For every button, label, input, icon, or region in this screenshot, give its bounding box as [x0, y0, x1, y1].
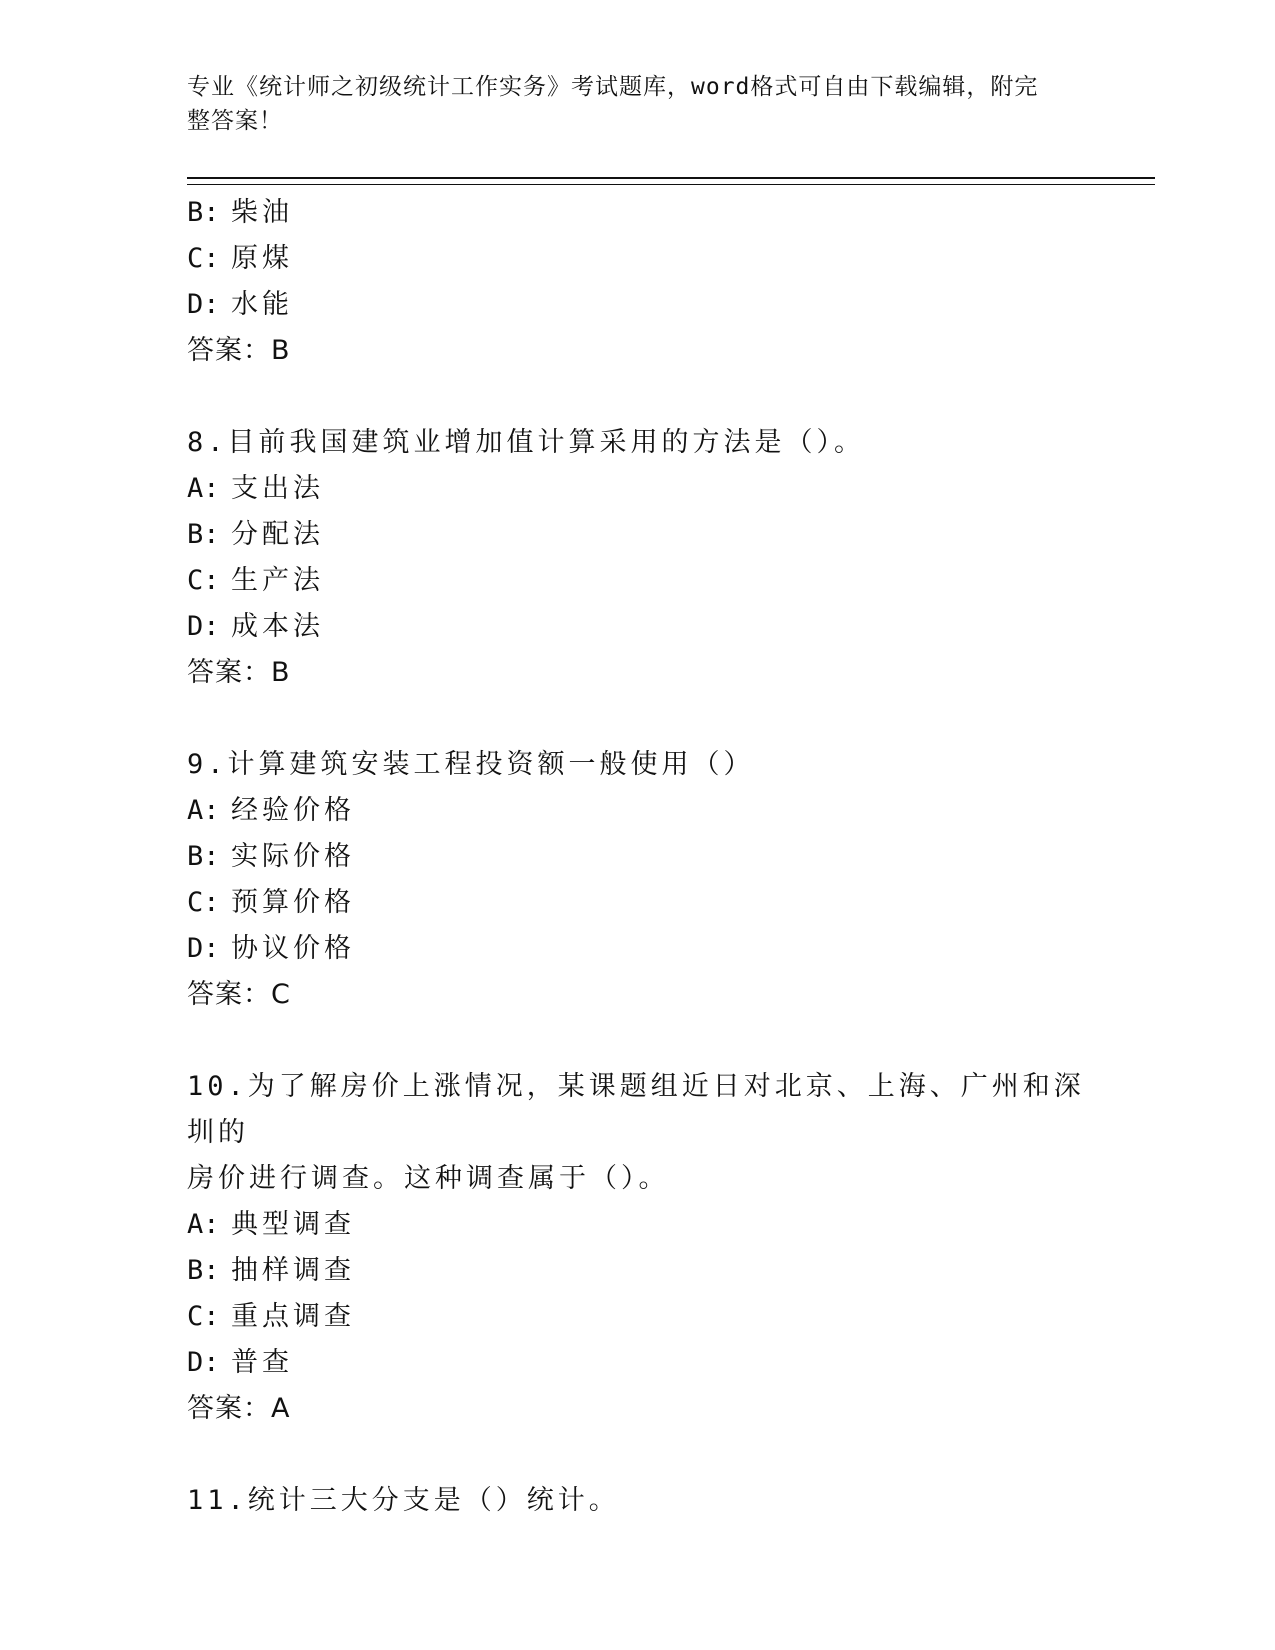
- option-b: [187, 1248, 1147, 1294]
- option-d: [187, 1340, 1147, 1386]
- option-label: C:: [187, 887, 220, 918]
- answer-line: 答案：C: [187, 979, 291, 1010]
- option-label: A:: [187, 1209, 220, 1240]
- question-7: [187, 190, 1147, 374]
- header-divider: [187, 177, 1155, 185]
- option-a: [187, 466, 1147, 512]
- option-text: 生产法: [231, 565, 324, 596]
- option-text: 经验价格: [231, 795, 355, 826]
- option-label: A:: [187, 473, 220, 504]
- question-stem: 8.目前我国建筑业增加值计算采用的方法是（）。: [187, 427, 866, 458]
- question-9: [187, 742, 1147, 1018]
- answer-line: 答案：B: [187, 335, 291, 366]
- option-label: D:: [187, 1347, 220, 1378]
- option-label: D:: [187, 289, 220, 320]
- answer-line: 答案：B: [187, 657, 291, 688]
- spacer: [187, 1432, 1147, 1478]
- spacer: [187, 696, 1147, 742]
- option-text: 预算价格: [231, 887, 355, 918]
- option-text: 水能: [231, 289, 293, 320]
- option-c: [187, 880, 1147, 926]
- question-stem-line-2: 房价进行调查。这种调查属于（）。: [187, 1163, 670, 1194]
- document-header: [187, 70, 1087, 138]
- question-stem-line-1: 10.为了解房价上涨情况，某课题组近日对北京、上海、广州和深圳的: [187, 1071, 1085, 1148]
- option-text: 普查: [231, 1347, 293, 1378]
- option-label: A:: [187, 795, 220, 826]
- question-list: [187, 190, 1147, 1524]
- option-c: [187, 558, 1147, 604]
- question-8: [187, 420, 1147, 696]
- question-stem: 11.统计三大分支是（）统计。: [187, 1485, 620, 1516]
- header-line-2: 整答案！: [187, 108, 283, 134]
- option-a: [187, 788, 1147, 834]
- spacer: [187, 1018, 1147, 1064]
- option-b: [187, 190, 1147, 236]
- option-text: 协议价格: [231, 933, 355, 964]
- option-d: [187, 926, 1147, 972]
- option-text: 实际价格: [231, 841, 355, 872]
- option-label: B:: [187, 1255, 220, 1286]
- question-10: [187, 1064, 1147, 1432]
- option-label: B:: [187, 197, 220, 228]
- option-a: [187, 1202, 1147, 1248]
- option-label: C:: [187, 1301, 220, 1332]
- option-text: 典型调查: [231, 1209, 355, 1240]
- answer-line: 答案：A: [187, 1393, 291, 1424]
- option-label: B:: [187, 519, 220, 550]
- option-label: C:: [187, 243, 220, 274]
- header-line-1: 专业《统计师之初级统计工作实务》考试题库，word格式可自由下载编辑，附完: [187, 74, 1039, 100]
- option-text: 柴油: [231, 197, 293, 228]
- option-b: [187, 834, 1147, 880]
- option-label: B:: [187, 841, 220, 872]
- option-label: D:: [187, 933, 220, 964]
- option-text: 抽样调查: [231, 1255, 355, 1286]
- spacer: [187, 374, 1147, 420]
- option-label: C:: [187, 565, 220, 596]
- option-text: 原煤: [231, 243, 293, 274]
- option-b: [187, 512, 1147, 558]
- question-11: [187, 1478, 1147, 1524]
- option-c: [187, 236, 1147, 282]
- option-text: 分配法: [231, 519, 324, 550]
- option-d: [187, 282, 1147, 328]
- option-text: 重点调查: [231, 1301, 355, 1332]
- option-label: D:: [187, 611, 220, 642]
- option-text: 成本法: [231, 611, 324, 642]
- option-d: [187, 604, 1147, 650]
- option-text: 支出法: [231, 473, 324, 504]
- option-c: [187, 1294, 1147, 1340]
- question-stem: 9.计算建筑安装工程投资额一般使用（）: [187, 749, 755, 780]
